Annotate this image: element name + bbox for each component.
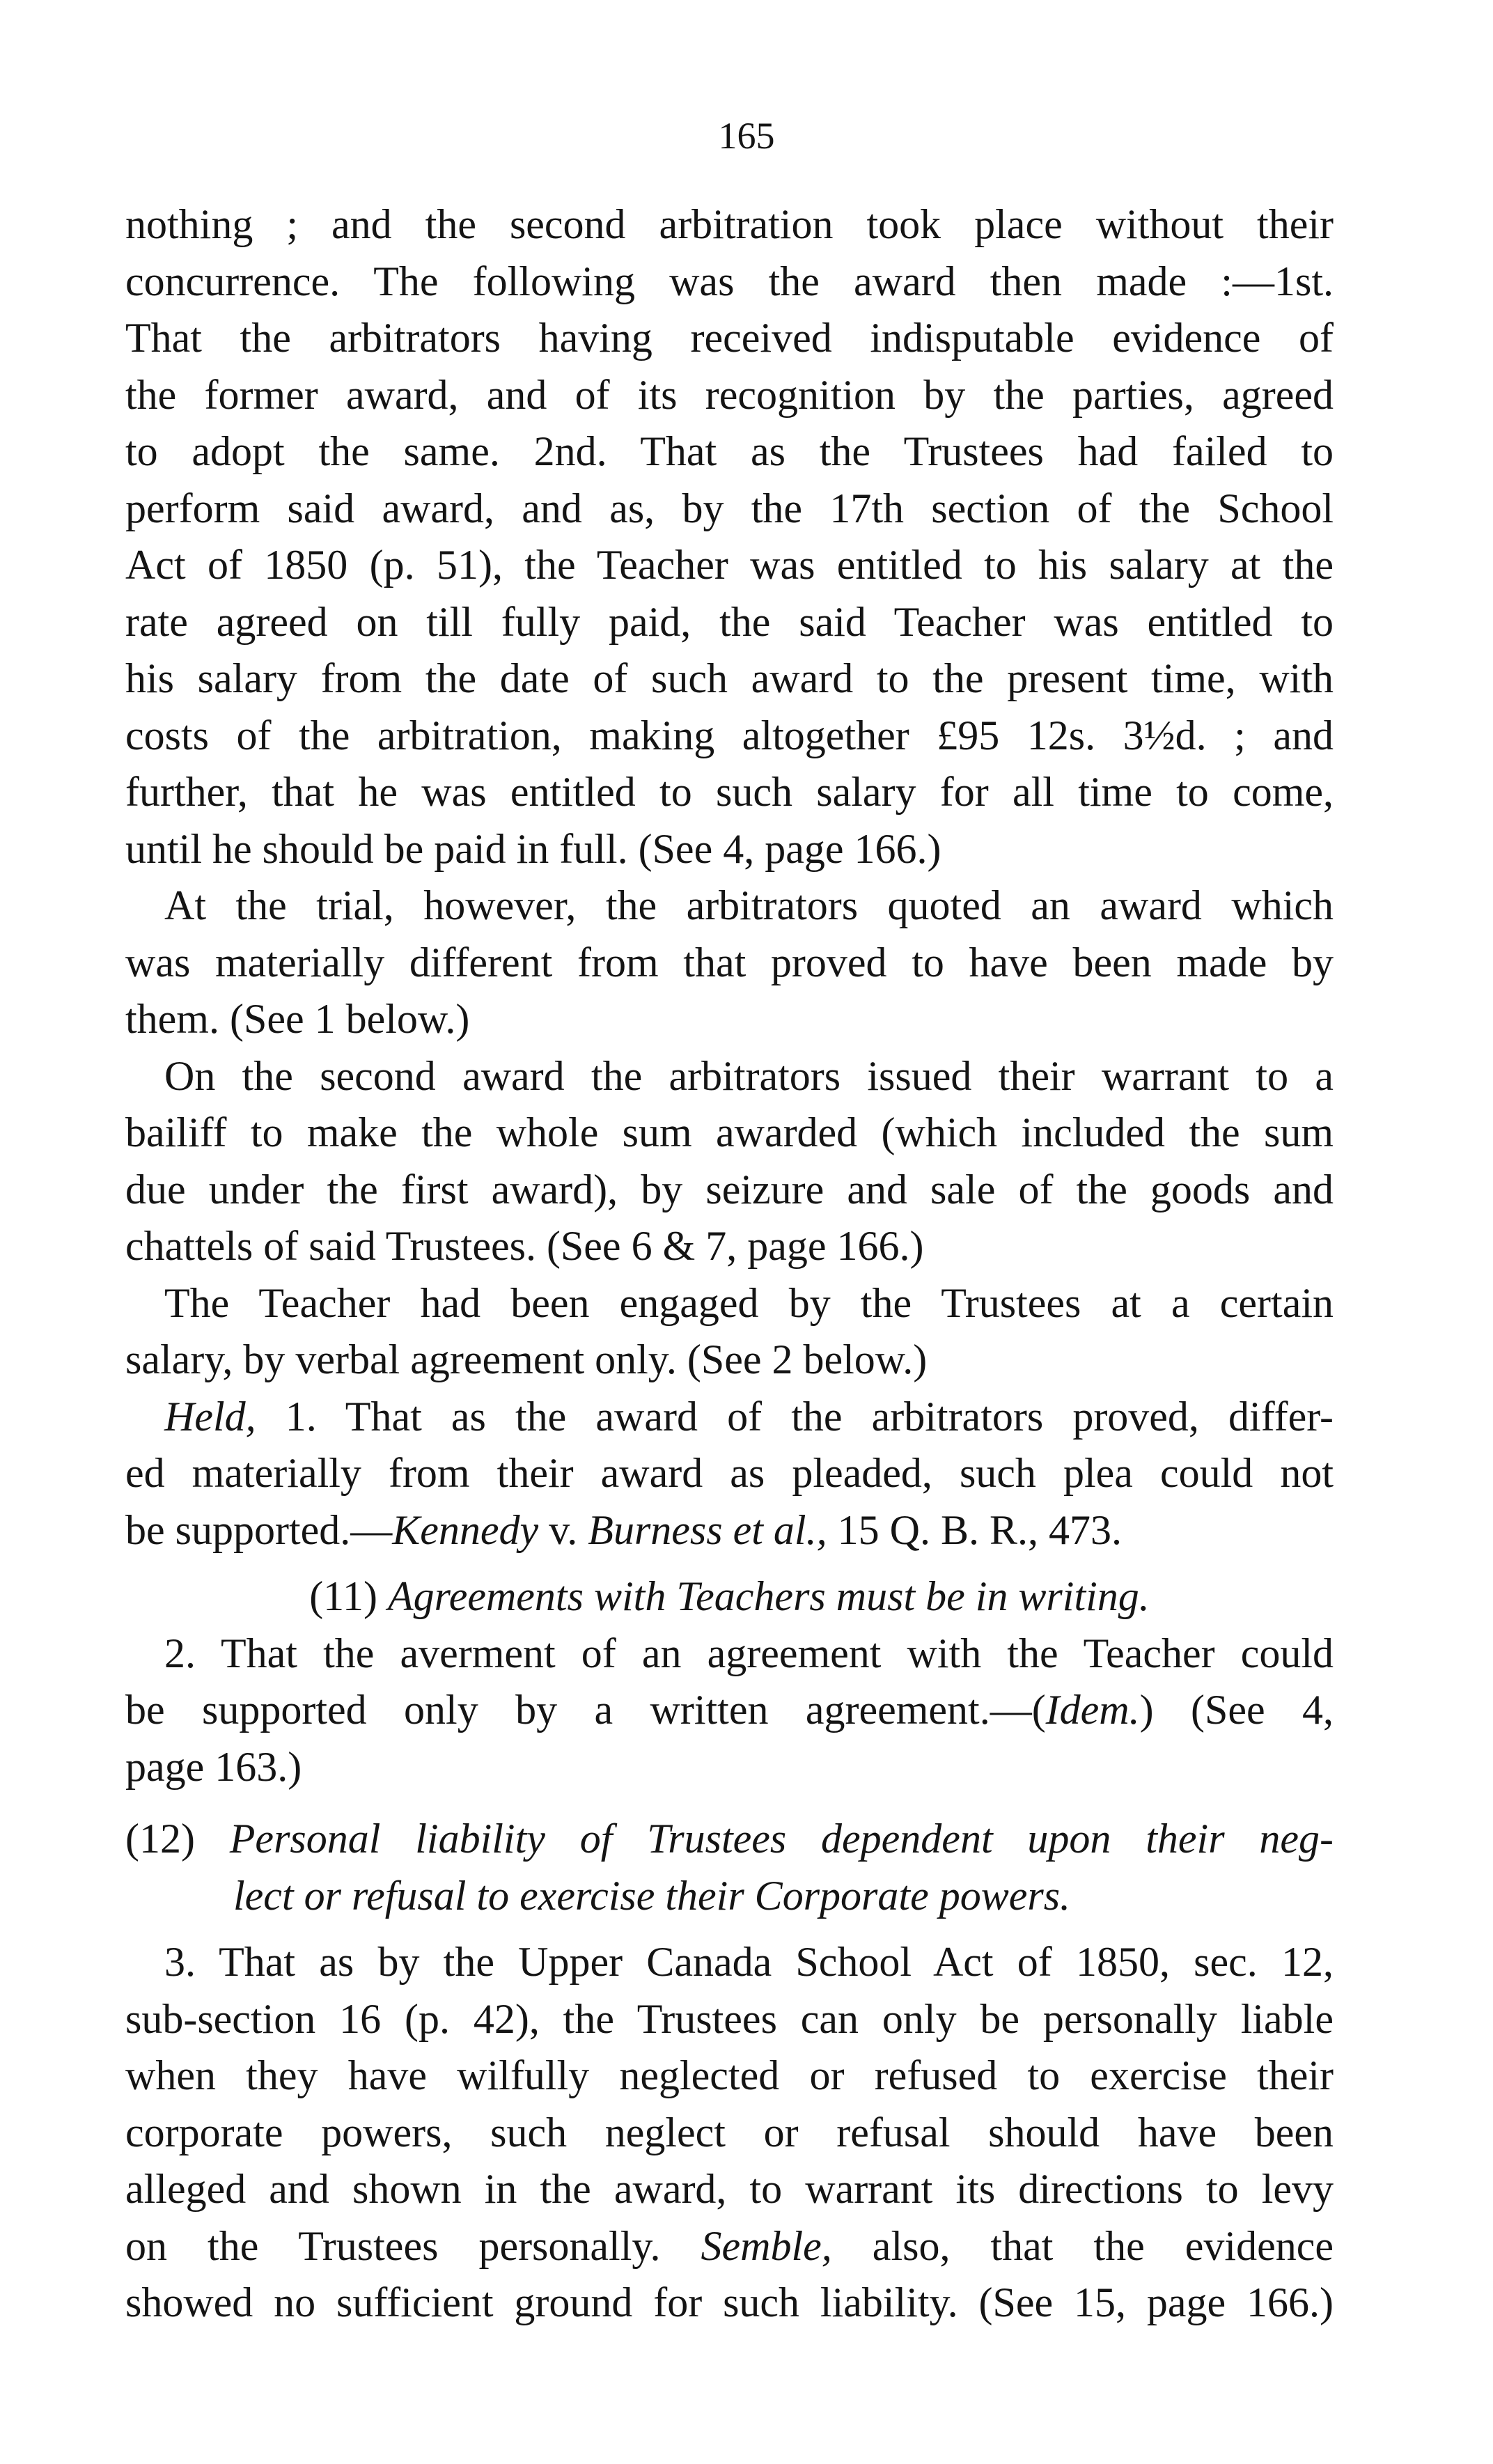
text-fragment: be supported only by a written agreement.—( [125,1687,1046,1733]
text-line: page 163.) [125,1743,302,1790]
idem-ref: Idem. [1045,1687,1140,1733]
text-line: 2. That the averment of an agreement with the Teacher could [164,1630,1334,1676]
text-line: when they have wilfully neglected or refused to exercise their [125,2052,1334,2098]
semble-label: Semble, [701,2222,832,2269]
text-line [125,2218,1334,2275]
paragraph-written-agreement [125,1625,1334,1796]
text-line: to adopt the same. 2nd. That as the Trustees had failed to [125,428,1334,474]
text-line: At the trial, however, the arbitrators quoted an award which [164,882,1334,928]
section-heading-11 [125,1568,1334,1625]
text-line: sub-section 16 (p. 42), the Trustees can only be personally liable [125,1995,1334,2042]
text-fragment: v. [538,1506,588,1553]
text-line: salary, by verbal agreement only. (See 2 below.) [125,1336,928,1382]
text-line: ed materially from their award as pleaded, such plea could not [125,1450,1334,1496]
paragraph-personal-liability [125,1934,1334,2332]
page-body [125,196,1334,2332]
text-line: On the second award the arbitrators issued their warrant to a [164,1052,1334,1099]
text-line: bailiff to make the whole sum awarded (which included the sum [125,1109,1334,1155]
text-line: his salary from the date of such award to the present time, with [125,655,1334,701]
text-fragment: 1. That as the award of the arbitrators proved, differ- [256,1393,1334,1440]
heading-line [125,1811,1334,1868]
heading-number: (12) [125,1816,230,1862]
text-line [125,1389,1334,1446]
paragraph-warrant [125,1048,1334,1275]
text-line: chattels of said Trustees. (See 6 & 7, page 166.) [125,1223,924,1269]
text-line: perform said award, and as, by the 17th section of the School [125,485,1334,531]
text-fragment: also, that the evidence [831,2222,1334,2269]
text-line: the former award, and of its recognition by the parties, agreed [125,371,1334,418]
section-heading-12 [125,1811,1334,1924]
text-line: them. (See 1 below.) [125,996,470,1042]
text-line: concurrence. The following was the award then made :—1st. [125,258,1334,304]
heading-title: Personal liability of Trustees dependent upon their neg- [229,1816,1334,1862]
paragraph-award-details [125,196,1334,878]
paragraph-held [125,1389,1334,1559]
heading-title: lect or refusal to exercise their Corporate powers. [233,1872,1071,1919]
text-line: showed no sufficient ground for such liability. (See 15, page 166.) [125,2279,1334,2325]
paragraph-engagement [125,1275,1334,1389]
text-line: alleged and shown in the award, to warrant its directions to levy [125,2166,1334,2212]
text-fragment: ) (See 4, [1139,1687,1334,1733]
text-line: Act of 1850 (p. 51), the Teacher was entitled to his salary at the [125,542,1334,588]
text-line: nothing ; and the second arbitration took place without their [125,201,1334,247]
heading-line [125,1868,1334,1925]
text-line [125,1682,1334,1739]
text-fragment: on the Trustees personally. [125,2222,701,2269]
text-line: rate agreed on till fully paid, the said Teacher was entitled to [125,598,1334,645]
heading-title: Agreements with Teachers must be in writing. [387,1573,1150,1619]
text-line: due under the first award), by seizure and sale of the goods and [125,1166,1334,1212]
held-label: Held, [164,1393,256,1440]
text-line: until he should be paid in full. (See 4, page 166.) [125,825,941,872]
text-line: was materially different from that proved to have been made by [125,939,1334,985]
case-name: Kennedy [392,1506,539,1553]
text-line: 3. That as by the Upper Canada School Act of 1850, sec. 12, [164,1939,1334,1985]
page-number: 165 [718,115,775,157]
case-name: Burness et al., [588,1506,827,1553]
text-line [125,1502,1334,1559]
text-line: That the arbitrators having received indisputable evidence of [125,315,1334,361]
text-line: corporate powers, such neglect or refusal should have been [125,2109,1334,2155]
text-line: further, that he was entitled to such salary for all time to come, [125,769,1334,815]
text-fragment: be supported.— [125,1506,393,1553]
text-line: costs of the arbitration, making altogether £95 12s. 3½d. ; and [125,712,1334,758]
paragraph-trial [125,878,1334,1048]
heading-number: (11) [309,1573,388,1619]
text-fragment: 15 Q. B. R., 473. [827,1506,1122,1553]
text-line: The Teacher had been engaged by the Trustees at a certain [164,1279,1334,1326]
